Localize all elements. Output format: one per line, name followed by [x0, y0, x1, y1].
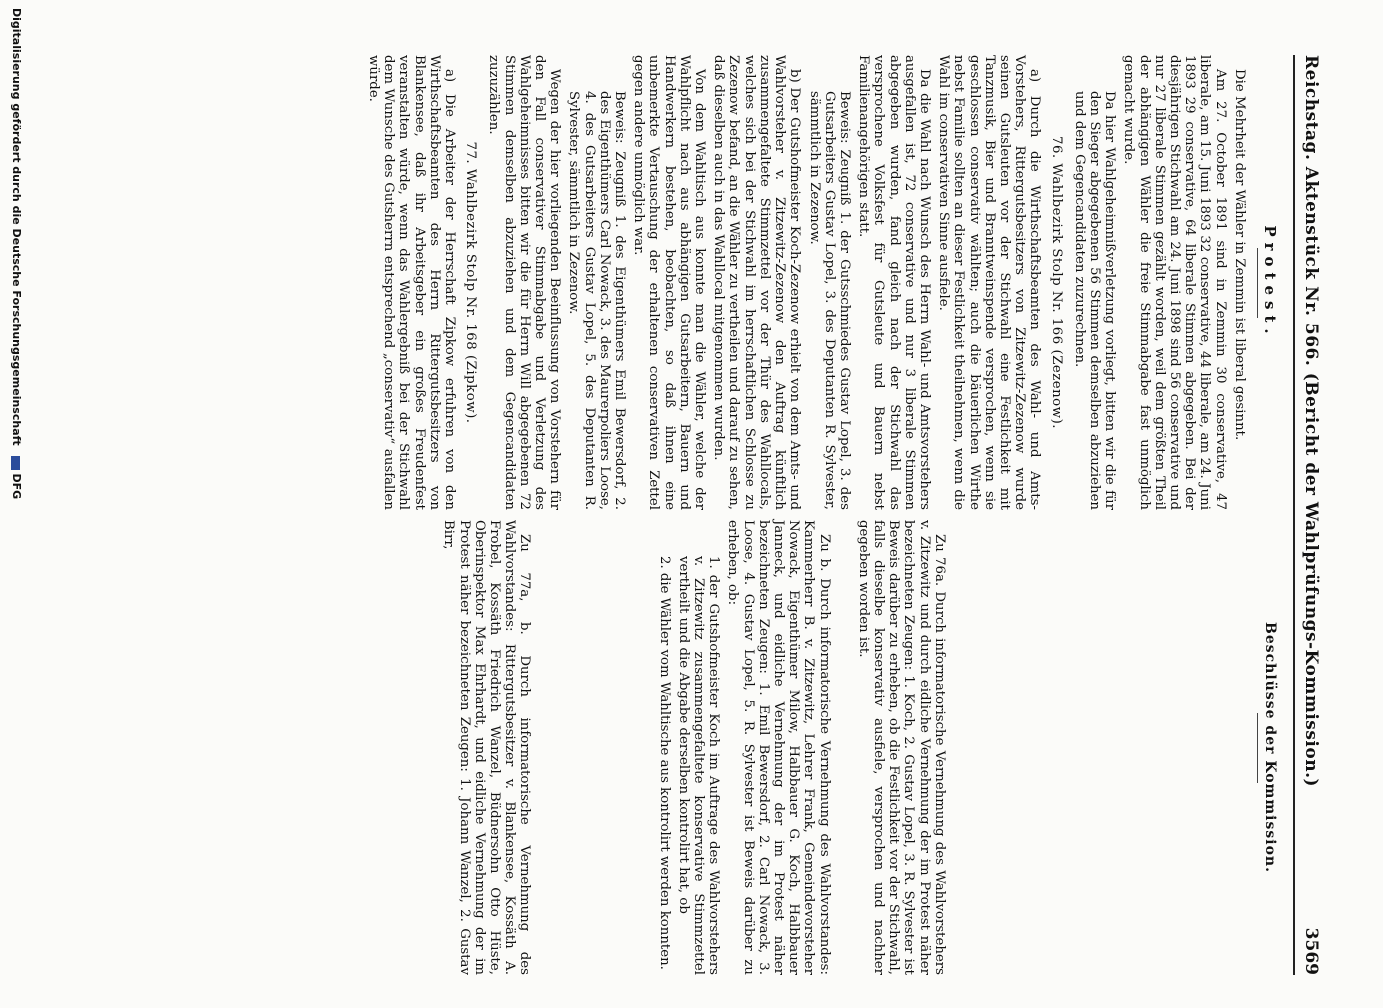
digitization-footer: [10, 0, 23, 1008]
decisions-heading-rule: [1257, 713, 1258, 783]
header-title: Reichstag. Aktenstück Nr. 566. (Bericht der Wahlprüfungs-Kommission.): [1301, 55, 1321, 788]
dfg-logo-mark: [12, 456, 21, 470]
decision-paragraph: 2. die Wähler vom Wahltische aus kontrolirt werden konnten.: [656, 556, 672, 970]
header-rule: [1293, 55, 1295, 975]
evidence-paragraph: Beweis: Zeugniß 1. des Eigenthümers Emil Bewersdorf, 2. des Eigenthümers Carl Nowack, 3. des Maurerpoliers Loose, 4. des Gutsarbeiters Gustav Lopel, 5. des Deputanten R. Sylvester, sämmtlich in Zezenow.: [566, 91, 628, 510]
section-heading-76: 76. Wahlbezirk Stolp Nr. 166 (Zezenow).: [1048, 136, 1064, 429]
decisions-column: [437, 520, 1283, 975]
protest-paragraph: a) Durch die Wirthschaftsbeamten des Wahl- und Amts-Vorstehers, Rittergutsbesitzers von Zitzewitz-Zezenow wurde seinen Gutsleuten vor der Stichwahl eine Festlichkeit mit Tanzmusik, Bier und Branntweinspende versprochen, wenn sie geschlossen conservativ wählten; auch die bäuerlichen Wirthe nebst Familie sollten an dieser Festlichkeit theilnehmen, wenn die Wahl im conservativen Sinne ausfiele.: [936, 55, 1043, 510]
decision-paragraph: Zu 76a. Durch informatorische Vernehmung des Wahlvorstehers v. Zitzewitz und durch eidliche Vernehmung der im Protest näher bezeichneten Zeugen: 1. Koch, 2. Gustav Lopel, 3. R. Sylvester ist Beweis darüber zu erheben, ob die Festlichkeit vor der Stichwahl, falls dieselbe konservativ ausfiele, versprochen und nachher gegeben worden ist.: [855, 520, 947, 975]
decision-paragraph: 1. der Gutshofmeister Koch im Auftrage des Wahlvorstehers v. Zitzewitz zusammengefaltete konservative Stimmzettel vertheilt und die Abgabe derselben kontrolirt hat, ob: [675, 556, 722, 975]
protest-paragraph: b) Der Gutshofmeister Koch-Zezenow erhielt von dem Amts- und Wahlvorsteher v. Zitzewitz-Zezenow den Auftrag künftlich zusammengefaltete Stimmzettel vor der Thür des Wahllocals, welches sich bei der Stichwahl im herrschaftlichen Schlosse zu Zezenow befand, an die Wähler zu vertheilen und darauf zu sehen, daß dieselben auch in das Wahllocal mitgenommen wurden.: [711, 55, 803, 510]
protest-paragraph: Am 27. October 1891 sind in Zemmin 30 conservative, 47 liberale, am 15. Juni 1893 32 conservative, 44 liberale, am 24. Juni 1893 29 conservative, 64 liberale Stimmen abgegeben. Bei der diesjährigen Stichwahl am 24. Juni 1898 sind 56 conservative und nur 27 liberale Stimmen gezählt worden, weil dem größten Theil der abhängigen Wähler die freie Stimmabgabe fast unmöglich gemacht wurde.: [1121, 55, 1228, 510]
column-spacer: [832, 520, 852, 975]
protest-column: [362, 55, 1283, 510]
protest-paragraph: Die Mehrheit der Wähler in Zemmin ist liberal gesinnt.: [1231, 69, 1247, 441]
decisions-heading: Beschlüsse der Kommission.: [1262, 622, 1278, 873]
column-spacer: [532, 520, 652, 975]
dfg-logo: [10, 456, 23, 500]
protest-paragraph: Wegen der hier vorliegenden Beeinflussung von Vorstehern für den Fall conservativer Stimmabgabe und Verletzung des Wahlgeheimnisses bitten wir die für Herrn Will abgegebenen 72 Stimmen demselben abzuziehen und dem Gegencandidaten zuzuzählen.: [486, 55, 563, 510]
section-heading-77: 77. Wahlbezirk Stolp Nr. 168 (Zipkow).: [463, 141, 479, 424]
page-header: [1295, 55, 1321, 975]
evidence-paragraph: Beweis: Zeugniß 1. der Gutsschmiedes Gustav Lopel, 3. des Gutsarbeiters Gustav Lopel, 3. des Deputanten R. Sylvester, sämmtlich in Zezenow.: [806, 91, 852, 510]
digitization-note: Digitalisierung gefördert durch die Deutsche Forschungsgemeinschaft: [10, 8, 23, 446]
protest-heading: Protest.: [1261, 225, 1279, 340]
protest-paragraph: Von dem Wahltisch aus konnte man die Wähler, welche der Wahlpflicht nach aus abhängigen Gutsarbeitern, Bauern und Handwerkern bestehen, beobachten, so daß ihnen eine unbemerkte Vertauschung der erhaltenen conservativen Zettel gegen andere unmöglich war.: [631, 55, 708, 510]
protest-heading-rule: [1257, 248, 1258, 318]
protest-paragraph: Da die Wahl nach Wunsch des Herrn Wahl- und Amtsvorstehers ausgefallen ist, 72 conservative und nur 3 liberale Stimmen abgegeben wurden, fand gleich nach der Stichwahl das versprochene Volksfest für Gutsleute und Bauern nebst Familienangehörigen statt.: [856, 55, 932, 510]
decision-paragraph: Zu 77a, b. Durch informatorische Vernehmung des Wahlvorstandes: Rittergutsbesitzer v. Blankensee, Kossäth A. Frobel, Kossäth Friedrich Wanzel, Büdnersohn Otto Hüste, Oberinspektor Max Ehrhardt, und eidliche Vernehmung der im Protest näher bezeichneten Zeugen: 1. Johann Wanzel, 2. Gustav Birr,: [441, 520, 533, 975]
protest-paragraph: Da hier Wahlgeheimnißverletzung vorliegt, bitten wir die für den Sieger abgegebenen 56 Stimmen demselben abzuziehen und dem Gegencandidaten zuzurechnen.: [1071, 91, 1118, 510]
column-spacer: [947, 520, 1247, 975]
page-number: 3569: [1301, 927, 1321, 975]
decision-paragraph: Zu b. Durch informatorische Vernehmung des Wahlvorstandes: Kammerherr B. v. Zitzewitz, Lehrer Frank, Gemeindevorsteher Nowack, Eigenthümer Milow, Halbbauer G. Koch, Halbbauer Janneck, und eidliche Vernehmung der im Protest näher bezeichneten Zeugen: 1. Emil Bewersdorf, 2. Carl Nowack, 3. Loose, 4. Gustav Lopel, 5. R. Sylvester ist Beweis darüber zu erheben, ob:: [725, 520, 832, 975]
dfg-logo-text: DFG: [10, 473, 23, 500]
protest-paragraph: a) Die Arbeiter der Herrschaft Zipkow erfuhren von den Wirthschaftsbeamten des Herrn Rittergutsbesitzers von Blankensee, daß ihr Arbeitsgeber ein großes Freudenfest veranstalten würde, wenn das Wahlergebniß bei der Stichwahl dem Wunsche des Gutsherrn entsprechend „conservativ“ ausfallen würde.: [366, 55, 458, 510]
